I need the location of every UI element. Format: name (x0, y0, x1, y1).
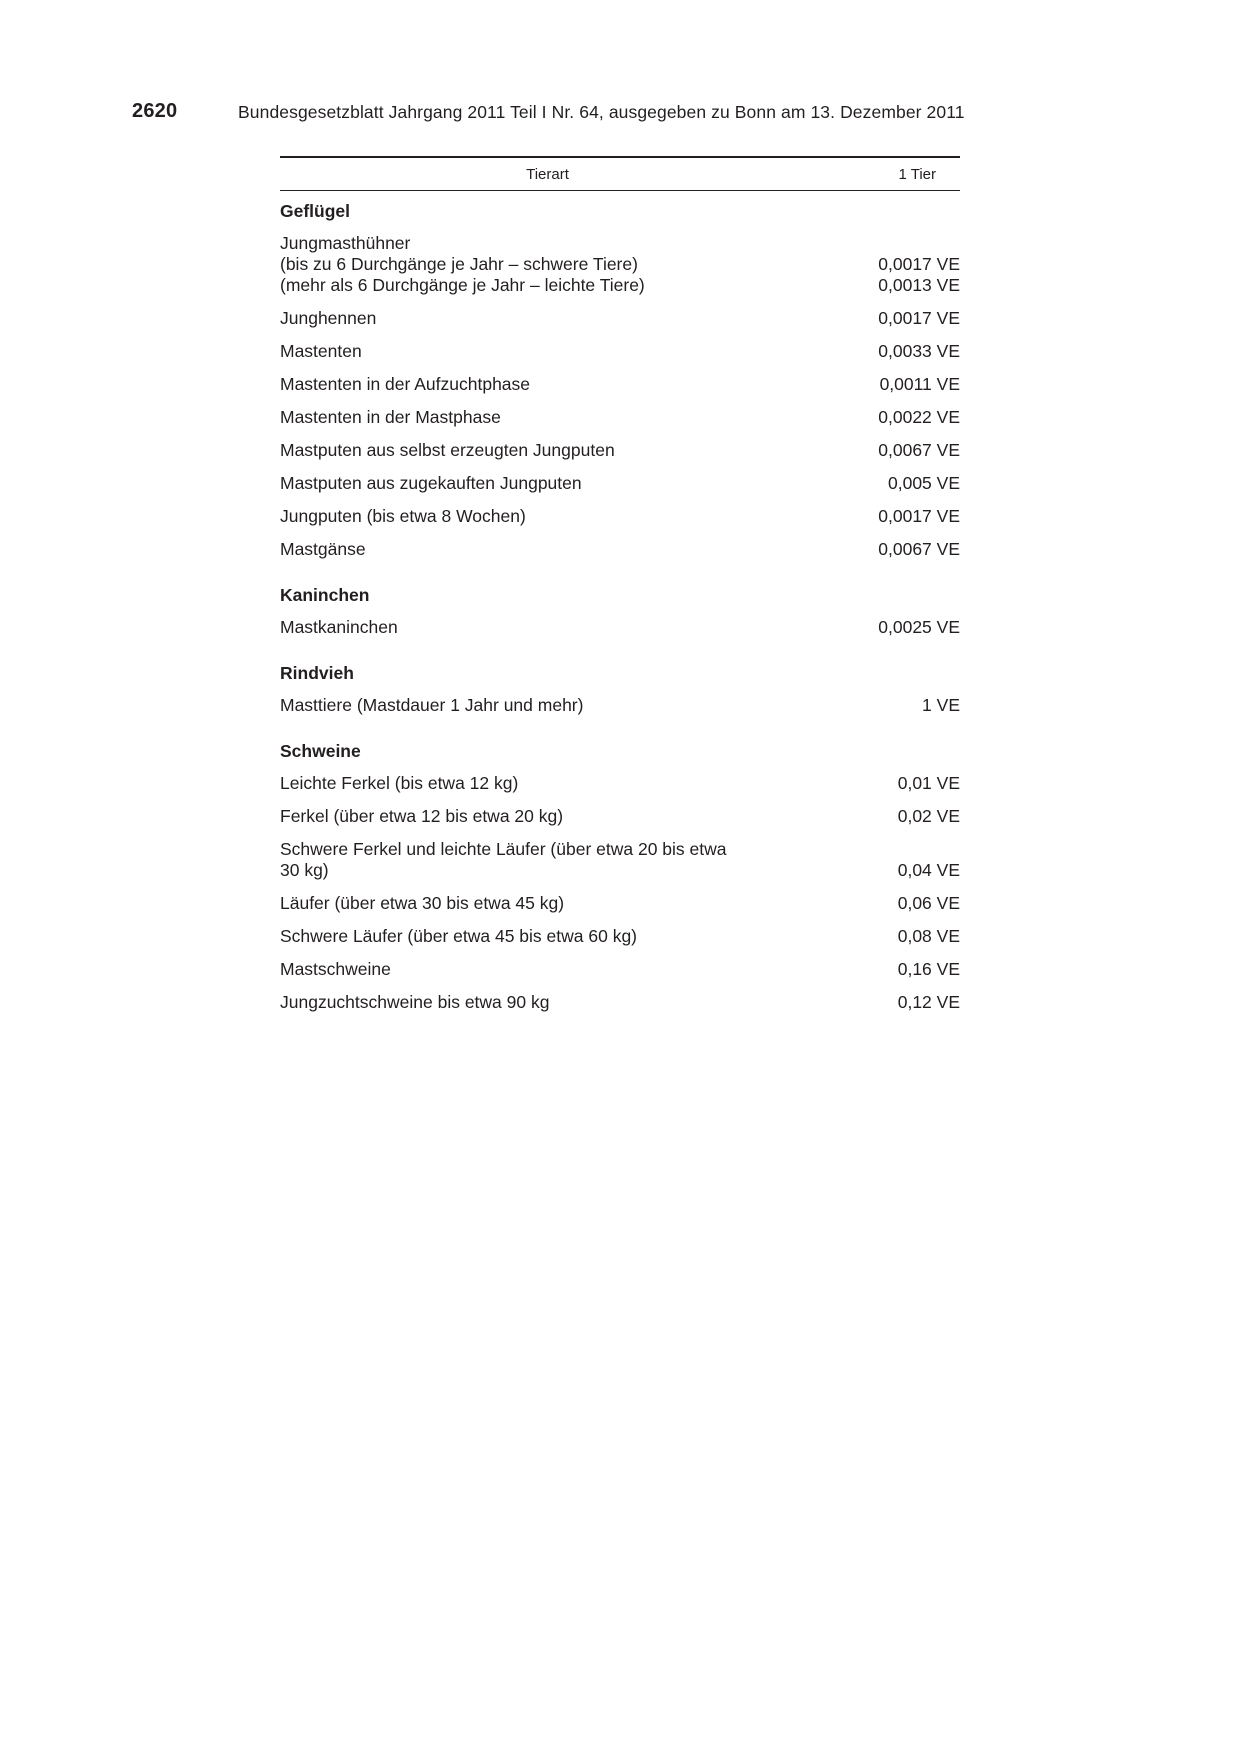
row-label: Mastenten in der Aufzuchtphase (280, 374, 531, 394)
table-row (280, 233, 960, 296)
table-row (280, 506, 960, 527)
column-header-1-tier: 1 Tier (898, 166, 936, 183)
row-label: Mastschweine (280, 959, 391, 979)
row-label: (bis zu 6 Durchgänge je Jahr – schwere Tiere) (280, 254, 638, 274)
row-value: 0,01 VE (897, 773, 960, 793)
table-row (280, 407, 960, 428)
row-value: 0,0013 VE (878, 275, 960, 295)
row-label: Leichte Ferkel (bis etwa 12 kg) (280, 773, 519, 793)
table-row (280, 773, 960, 794)
table-row (280, 959, 960, 980)
table-row (280, 992, 960, 1013)
row-value: 0,0017 VE (878, 506, 960, 526)
row-label: Mastenten in der Mastphase (280, 407, 501, 427)
table-row (280, 926, 960, 947)
row-value: 0,0017 VE (878, 254, 960, 274)
row-label: Mastputen aus zugekauften Jungputen (280, 473, 582, 493)
row-label: Junghennen (280, 308, 377, 328)
page-number: 2620 (132, 100, 178, 122)
row-value: 0,02 VE (897, 806, 960, 826)
row-value: 0,06 VE (897, 893, 960, 913)
row-label: Schwere Läufer (über etwa 45 bis etwa 60 kg) (280, 926, 637, 946)
row-label: Ferkel (über etwa 12 bis etwa 20 kg) (280, 806, 564, 826)
row-value: 0,0067 VE (878, 539, 960, 559)
table-row (280, 539, 960, 560)
row-label: (mehr als 6 Durchgänge je Jahr – leichte Tiere) (280, 275, 645, 295)
row-label: Masttiere (Mastdauer 1 Jahr und mehr) (280, 695, 584, 715)
row-value: 0,0017 VE (878, 308, 960, 328)
table-row (280, 341, 960, 362)
row-value: 0,005 VE (888, 473, 960, 493)
row-label: Mastputen aus selbst erzeugten Jungputen (280, 440, 615, 460)
table-row (280, 308, 960, 329)
row-value: 0,0033 VE (878, 341, 960, 361)
table-header (280, 156, 960, 191)
row-label: Jungputen (bis etwa 8 Wochen) (280, 506, 526, 526)
row-value: 0,12 VE (897, 992, 960, 1012)
row-label: Mastenten (280, 341, 362, 361)
table-row (280, 473, 960, 494)
row-value: 0,0025 VE (878, 617, 960, 637)
row-value: 0,0067 VE (878, 440, 960, 460)
row-value: 0,08 VE (897, 926, 960, 946)
row-label: Schwere Ferkel und leichte Läufer (über etwa 20 bis etwa 30 kg) (280, 839, 727, 880)
row-label: Jungmasthühner (280, 233, 411, 253)
row-value: 0,04 VE (897, 860, 960, 880)
table-row (280, 374, 960, 395)
livestock-unit-table (280, 156, 960, 1013)
row-value: 0,16 VE (897, 959, 960, 979)
table-row (280, 695, 960, 716)
section-title-schweine: Schweine (280, 741, 361, 761)
table-row (280, 440, 960, 461)
row-label: Jungzuchtschweine bis etwa 90 kg (280, 992, 550, 1012)
table-row (280, 893, 960, 914)
section-title-kaninchen: Kaninchen (280, 585, 370, 605)
section-title-rindvieh: Rindvieh (280, 663, 354, 683)
table-row (280, 839, 960, 881)
row-value: 1 VE (922, 695, 960, 715)
column-header-tierart: Tierart (526, 166, 569, 183)
row-value: 0,0011 VE (879, 374, 960, 394)
row-label: Läufer (über etwa 30 bis etwa 45 kg) (280, 893, 565, 913)
table-row (280, 617, 960, 638)
running-head: Bundesgesetzblatt Jahrgang 2011 Teil I Nr. 64, ausgegeben zu Bonn am 13. Dezember 2011 (238, 102, 965, 122)
row-value: 0,0022 VE (878, 407, 960, 427)
table-row (280, 806, 960, 827)
row-label: Mastkaninchen (280, 617, 398, 637)
section-title-gefluegel: Geflügel (280, 201, 351, 221)
row-label: Mastgänse (280, 539, 366, 559)
